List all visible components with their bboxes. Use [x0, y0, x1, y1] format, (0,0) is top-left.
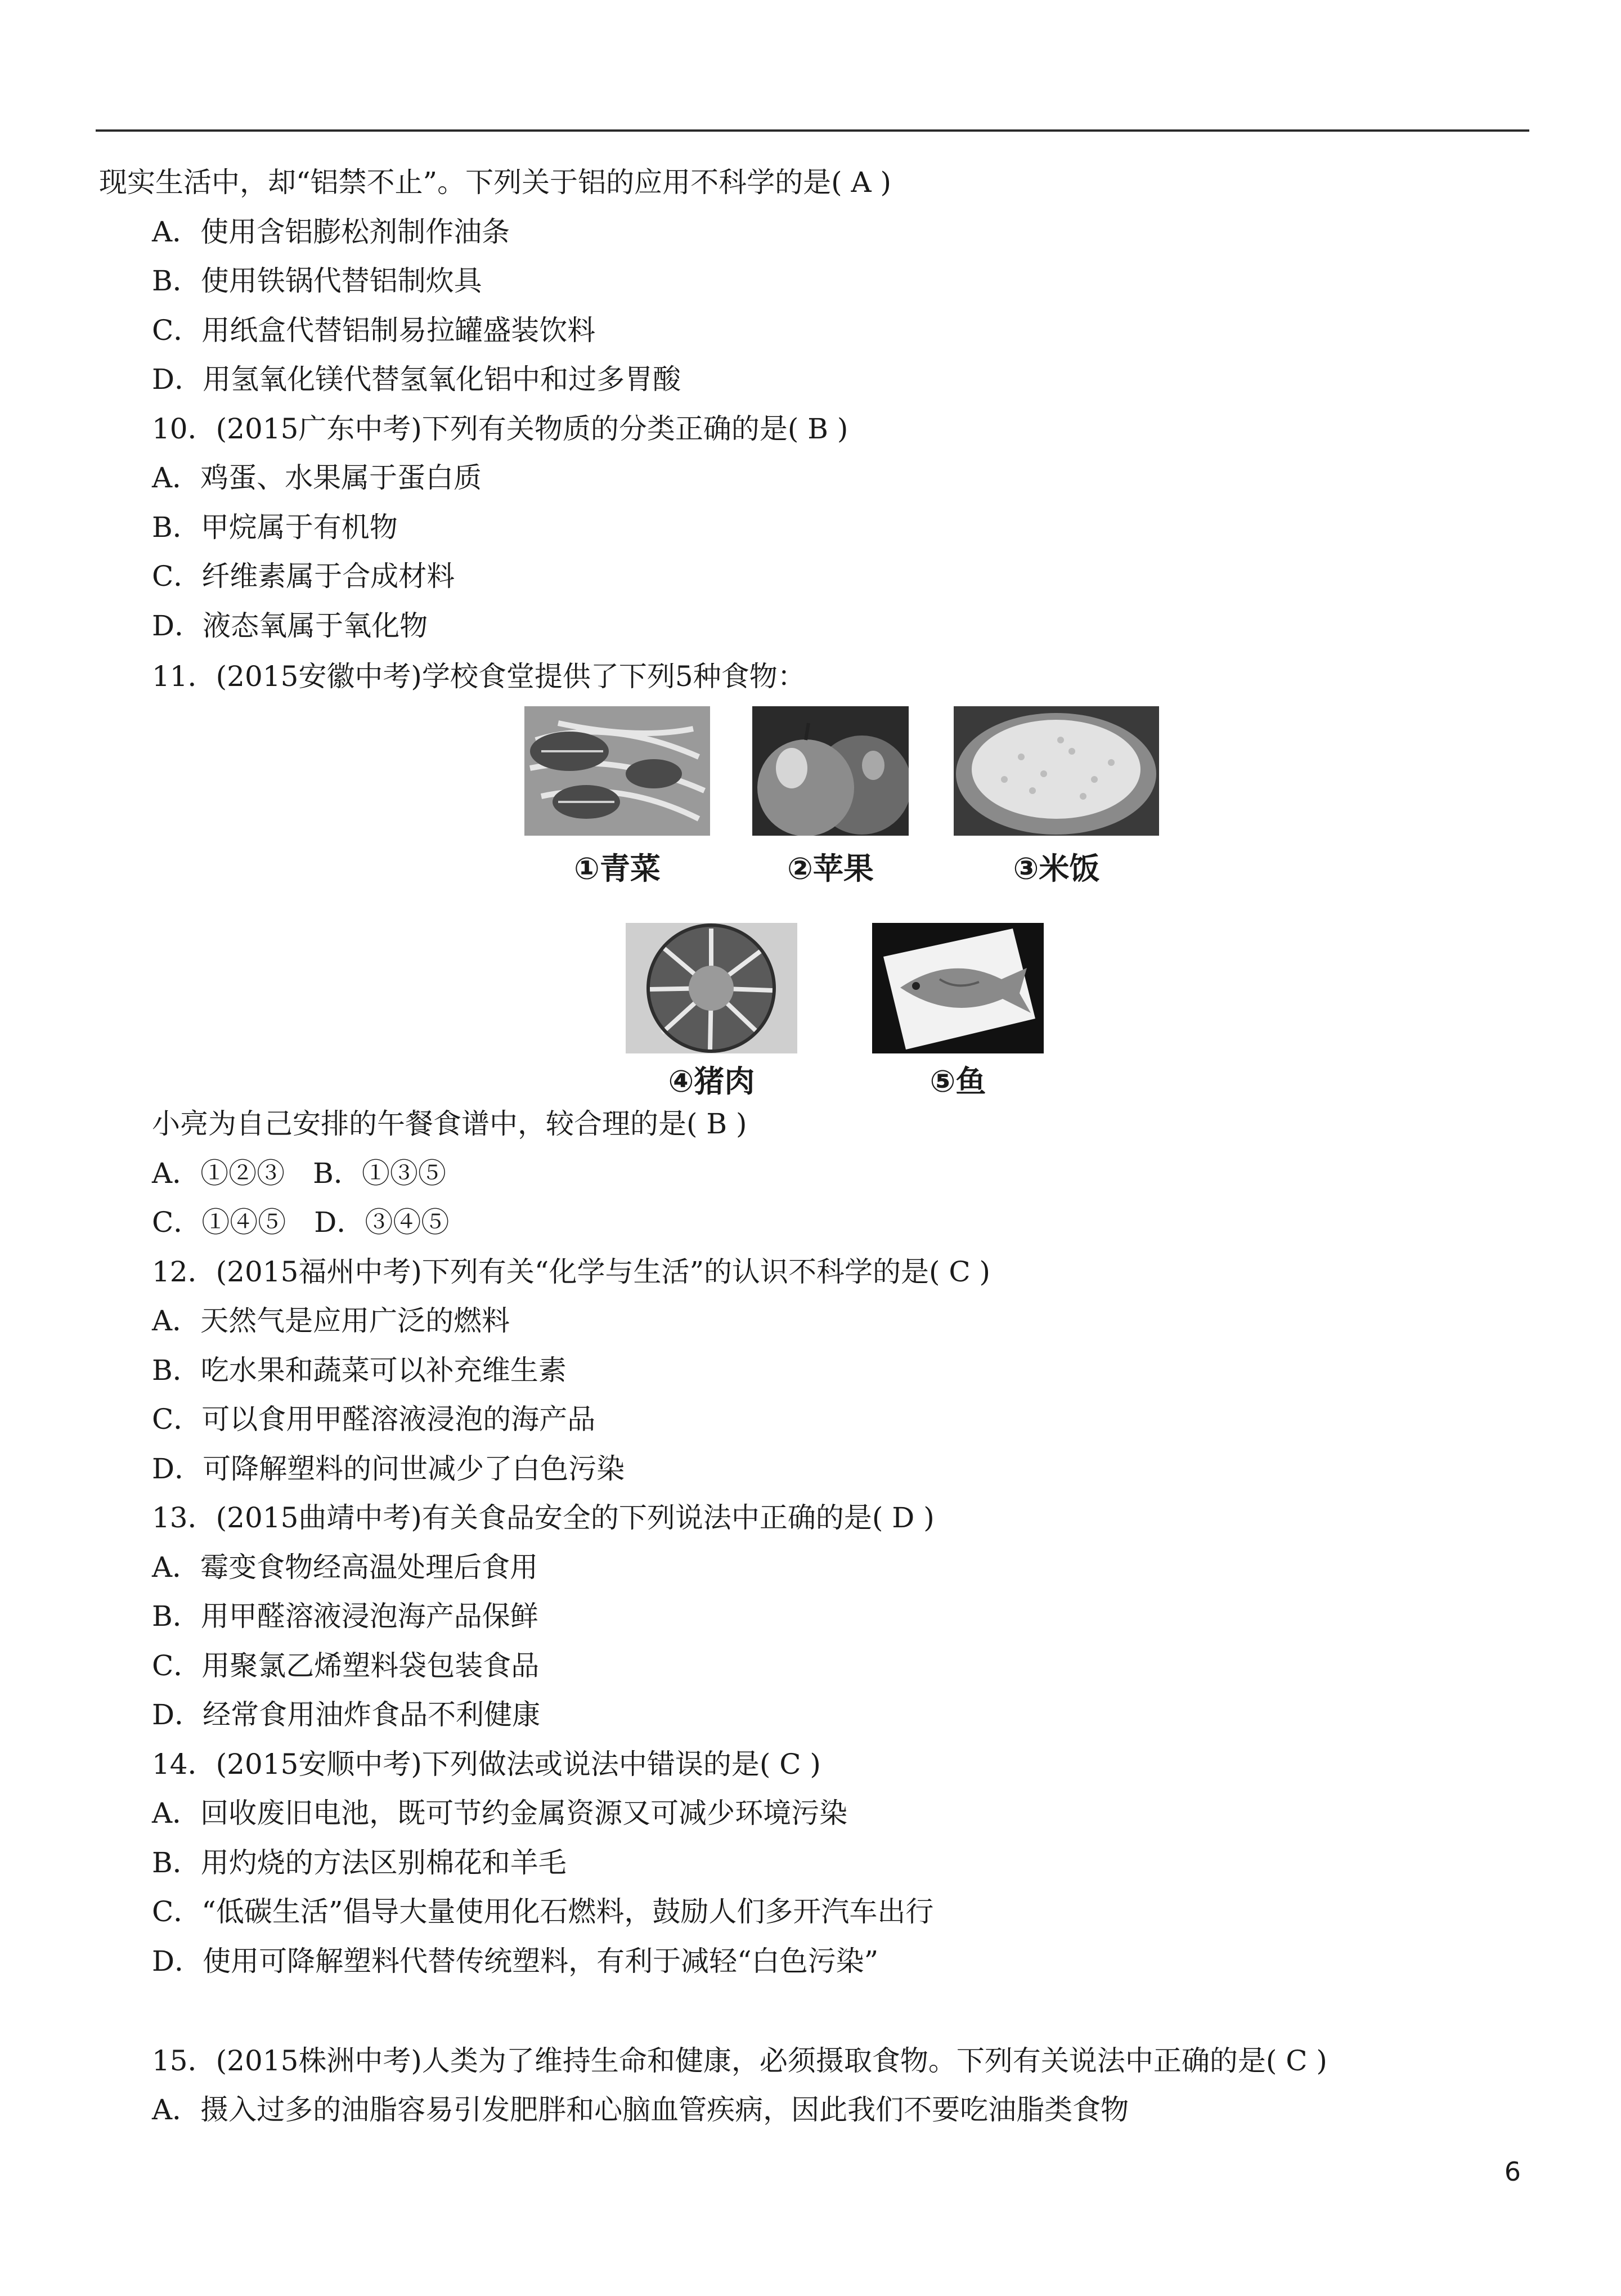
fish-image	[872, 923, 1044, 1053]
food-label: ⑤鱼	[930, 1064, 986, 1099]
question-line: 小亮为自己安排的午餐食谱中，较合理的是( B )	[152, 1107, 747, 1140]
question-line: 10．(2015广东中考)下列有关物质的分类正确的是( B )	[152, 412, 848, 445]
food-label: ④猪肉	[668, 1064, 755, 1099]
option-line: D．可降解塑料的问世减少了白色污染	[152, 1452, 625, 1485]
option-line: D．使用可降解塑料代替传统塑料，有利于减轻“白色污染”	[152, 1945, 879, 1977]
question-line: 11．(2015安徽中考)学校食堂提供了下列5种食物：	[152, 660, 806, 693]
option-line: A．天然气是应用广泛的燃料	[152, 1304, 510, 1337]
option-line: A．鸡蛋、水果属于蛋白质	[152, 461, 482, 494]
option-line: C．纤维素属于合成材料	[152, 560, 455, 593]
question-line: 12．(2015福州中考)下列有关“化学与生活”的认识不科学的是( C )	[152, 1255, 991, 1288]
option-line: B．用灼烧的方法区别棉花和羊毛	[152, 1846, 567, 1879]
option-line: A．回收废旧电池，既可节约金属资源又可减少环境污染	[152, 1797, 848, 1829]
option-line: C．用纸盒代替铝制易拉罐盛装饮料	[152, 314, 596, 347]
option-line: A．①②③ B．①③⑤	[152, 1157, 446, 1190]
option-line: D．用氢氧化镁代替氢氧化铝中和过多胃酸	[152, 363, 681, 396]
page-number: 6	[1504, 2156, 1521, 2187]
food-label: ②苹果	[787, 851, 874, 886]
option-line: B．吃水果和蔬菜可以补充维生素	[152, 1354, 567, 1387]
option-line: A．摄入过多的油脂容易引发肥胖和心脑血管疾病，因此我们不要吃油脂类食物	[152, 2093, 1129, 2126]
option-line: B．使用铁锅代替铝制炊具	[152, 264, 482, 297]
option-line: C．可以食用甲醛溶液浸泡的海产品	[152, 1403, 596, 1436]
option-line: C．“低碳生活”倡导大量使用化石燃料，鼓励人们多开汽车出行	[152, 1895, 934, 1928]
question-line: 14．(2015安顺中考)下列做法或说法中错误的是( C )	[152, 1748, 821, 1781]
food-label: ③米饭	[1013, 851, 1100, 886]
rice-image	[954, 706, 1159, 836]
text-line: 现实生活中，却“铝禁不止”。下列关于铝的应用不科学的是( A )	[99, 166, 892, 199]
option-line: A．霉变食物经高温处理后食用	[152, 1551, 538, 1584]
question-line: 15．(2015株洲中考)人类为了维持生命和健康，必须摄取食物。下列有关说法中正确的是( C )	[152, 2044, 1327, 2077]
option-line: B．用甲醛溶液浸泡海产品保鲜	[152, 1600, 538, 1633]
food-label: ①青菜	[574, 851, 661, 886]
option-line: C．用聚氯乙烯塑料袋包装食品	[152, 1649, 540, 1682]
option-line: C．①④⑤ D．③④⑤	[152, 1206, 450, 1239]
vegetable-image	[524, 706, 710, 836]
header-rule	[96, 129, 1529, 132]
apple-image	[752, 706, 909, 836]
question-line: 13．(2015曲靖中考)有关食品安全的下列说法中正确的是( D )	[152, 1501, 935, 1534]
option-line: D．经常食用油炸食品不利健康	[152, 1698, 541, 1731]
pork-image	[626, 923, 797, 1053]
option-line: B．甲烷属于有机物	[152, 511, 398, 544]
option-line: A．使用含铝膨松剂制作油条	[152, 216, 510, 248]
option-line: D．液态氧属于氧化物	[152, 609, 428, 642]
